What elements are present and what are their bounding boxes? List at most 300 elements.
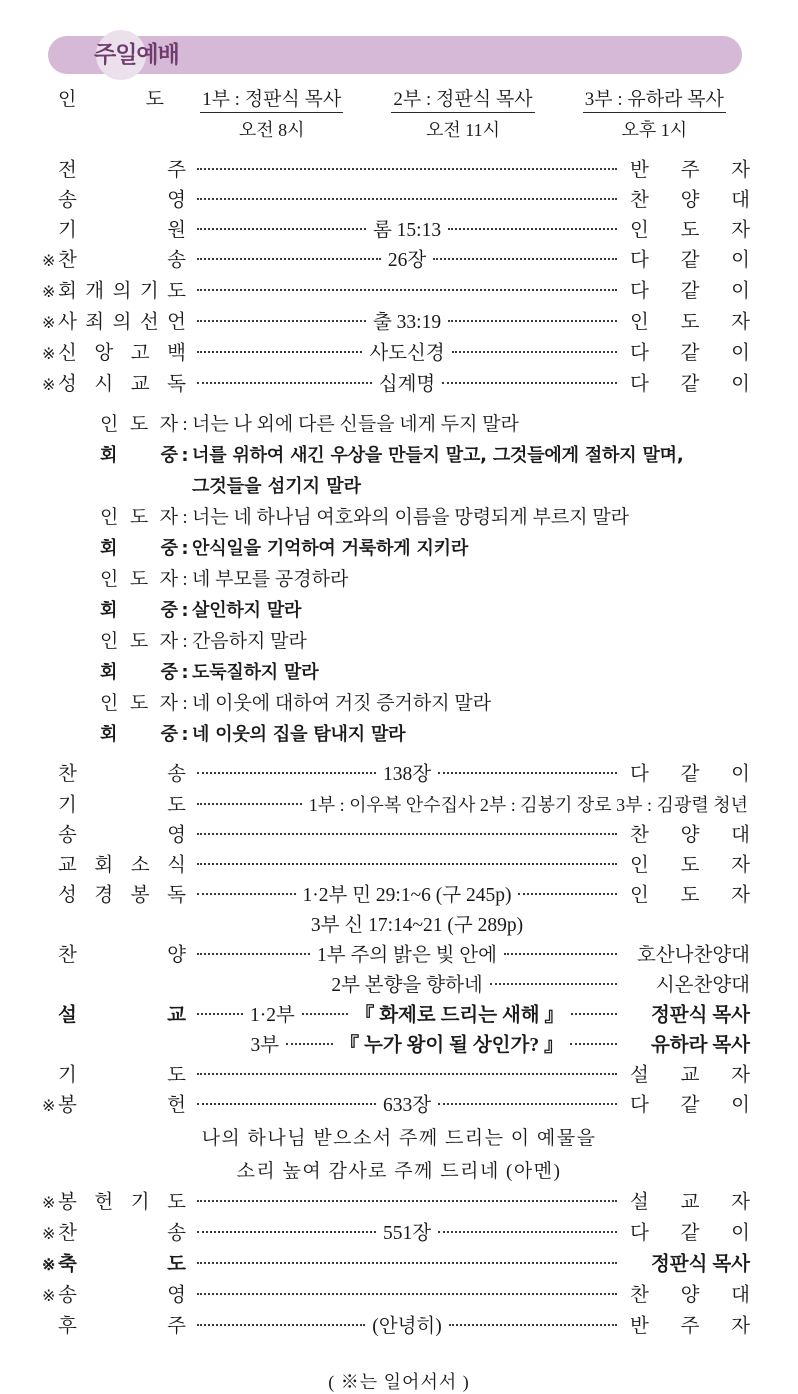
dot-leader (197, 289, 617, 291)
order-label-ch1: 기 (58, 1065, 77, 1086)
order-row-label (58, 1061, 192, 1091)
order-row-assignee (622, 186, 750, 216)
responsive-text: 네 이웃에 대하여 거짓 증거하지 말라 (192, 693, 492, 714)
assignee-ch3: 자 (731, 1065, 750, 1086)
order-row-dotfill (192, 1206, 622, 1208)
order-row-detail: 롬 15:13 (372, 220, 442, 241)
responsive-text: 너는 나 외에 다른 신들을 네게 두지 말라 (192, 414, 519, 435)
dot-leader (197, 198, 617, 200)
responsive-line-continuation: 그것들을 섬기지 말라 (192, 476, 362, 497)
order-row-label (58, 370, 192, 400)
order-label-ch2: 도 (167, 1065, 186, 1086)
order-row (0, 1312, 798, 1342)
order-row-assignee (622, 156, 750, 186)
order-row (0, 1188, 798, 1219)
order-row-label (58, 760, 192, 790)
order-label-ch1: 회 (58, 281, 77, 302)
dot-leader (197, 1103, 376, 1105)
assignee-ch2: 같 (680, 343, 700, 364)
order-label-ch1: 전 (58, 160, 77, 181)
responsive-colon: : (182, 693, 188, 714)
speaker-ch3: 자 (159, 414, 178, 435)
order-row-assignee (622, 1281, 750, 1311)
order-label-ch1: 후 (58, 1316, 77, 1337)
dot-leader (518, 893, 617, 895)
order-label-ch2: 영 (167, 1285, 186, 1306)
praise-title-1: 1부 주의 밝은 빛 안에 (317, 945, 497, 966)
service-columns (176, 84, 750, 142)
assignee-ch2: 교 (680, 1192, 700, 1213)
order-row (0, 1061, 798, 1091)
responsive-line-congregation (100, 719, 750, 750)
order-row-label (58, 308, 192, 338)
service-column-2 (367, 84, 558, 142)
assignee-ch1: 찬 (630, 1285, 649, 1306)
assignee-ch3: 이 (731, 250, 750, 271)
scripture-label (58, 881, 192, 911)
dot-leader (197, 382, 372, 384)
order-row-dotfill (192, 1079, 622, 1081)
speaker-ch2: 중 (160, 600, 178, 621)
dot-leader (197, 228, 366, 230)
order-label-ch1: 봉 (58, 1095, 77, 1116)
scripture-label-ch2: 경 (94, 885, 114, 906)
order-row-dotfill (192, 1219, 622, 1249)
order-row-label (58, 851, 192, 881)
order-row (0, 246, 798, 277)
standing-marker-icon: ※ (42, 284, 56, 301)
sermon-part-1: 1·2부 (249, 1005, 295, 1026)
order-section-closing (0, 1188, 798, 1342)
dot-leader (490, 983, 617, 985)
order-row-dotfill (192, 216, 622, 246)
standing-marker-icon: ※ (42, 253, 56, 270)
responsive-line-congregation (100, 440, 750, 471)
sermon-label (58, 1001, 192, 1031)
order-label-ch2: 영 (167, 190, 186, 211)
order-label-ch1: 성 (58, 374, 77, 395)
order-row-dotfill (192, 1268, 622, 1270)
order-row (0, 216, 798, 246)
dot-leader (438, 1103, 617, 1105)
scripture-reading-row-2 (0, 911, 798, 941)
dot-leader (197, 1293, 617, 1295)
dot-leader (197, 772, 376, 774)
scripture-reference-2: 3부 신 17:14~21 (구 289p) (310, 915, 524, 936)
order-row (0, 851, 798, 881)
responsive-text: 도둑질하지 말라 (192, 662, 319, 683)
order-section-offering (0, 1061, 798, 1122)
order-row (0, 277, 798, 308)
responsive-colon: : (181, 724, 189, 745)
order-row-assignee (622, 246, 750, 276)
sermon-preacher-1: 정판식 목사 (650, 1005, 750, 1026)
dot-leader (197, 1231, 376, 1233)
page-header-banner (48, 36, 742, 74)
order-row-detail: 사도신경 (369, 343, 445, 364)
sermon-title-1: 『 화제로 드리는 새해 』 (354, 1005, 565, 1026)
speaker-ch2: 도 (129, 693, 149, 714)
order-row-label (58, 186, 192, 216)
responsive-line-leader (100, 409, 750, 440)
assignee-ch1: 다 (630, 343, 649, 364)
assignee-ch2: 도 (680, 312, 700, 333)
order-label-ch1: 찬 (58, 1223, 77, 1244)
responsive-colon: : (181, 445, 189, 466)
sermon-title-2: 『 누가 왕이 될 상인가? 』 (339, 1035, 564, 1056)
page-title: 주일예배 (94, 42, 179, 68)
order-label-ch3: 고 (130, 343, 150, 364)
order-label-ch1: 봉 (58, 1192, 77, 1213)
speaker-ch1: 회 (100, 538, 118, 559)
order-row-detail: 1부 : 이우복 안수집사 2부 : 김봉기 장로 3부 : 김광렬 청년 (308, 795, 748, 815)
assignee-ch2: 같 (680, 1095, 700, 1116)
assignee-ch3: 자 (731, 160, 750, 181)
order-section-opening (0, 156, 798, 401)
assignee-ch3: 자 (731, 885, 750, 906)
order-row-label (58, 1281, 192, 1311)
responsive-text: 네 부모를 공경하라 (192, 569, 349, 590)
scripture-reference-1: 1·2부 민 29:1~6 (구 245p) (302, 885, 512, 906)
dot-leader (448, 228, 617, 230)
order-row-label (58, 156, 192, 186)
service-3-leader: 3부 : 유하라 목사 (583, 84, 726, 113)
standing-marker-icon: ※ (42, 1098, 56, 1115)
order-row-assignee (622, 370, 750, 400)
assignee-ch1: 다 (630, 764, 649, 785)
responsive-speaker-label (100, 440, 178, 471)
order-row-label (58, 1091, 192, 1121)
praise-label-ch1: 찬 (58, 945, 77, 966)
order-row-label (58, 216, 192, 246)
speaker-ch2: 도 (129, 569, 149, 590)
order-section-middle (0, 760, 798, 881)
order-row (0, 339, 798, 370)
sermon-preacher-2: 유하라 목사 (650, 1035, 750, 1056)
assignee-ch2: 도 (680, 885, 700, 906)
assignee-ch3: 대 (731, 190, 750, 211)
order-row-dotfill (192, 1312, 622, 1342)
responsive-speaker-label (100, 533, 178, 564)
order-label-ch4: 식 (167, 855, 186, 876)
scripture-label-ch3: 봉 (130, 885, 150, 906)
speaker-ch2: 중 (160, 662, 178, 683)
responsive-text: 너를 위하여 새긴 우상을 만들지 말고, 그것들에게 절하지 말며, (192, 445, 684, 466)
dot-leader (197, 1013, 243, 1015)
assignee-ch1: 인 (630, 855, 649, 876)
speaker-ch2: 중 (160, 445, 178, 466)
speaker-ch1: 인 (100, 414, 119, 435)
dot-leader (197, 833, 617, 835)
worship-order-sheet (0, 84, 798, 1394)
responsive-colon: : (181, 600, 189, 621)
sermon-label-ch2: 교 (167, 1005, 186, 1026)
order-row-dotfill (192, 308, 622, 338)
offering-verse-line-2: 소리 높여 감사로 주께 드리네 (아멘) (236, 1161, 562, 1182)
order-row-assignee (622, 851, 750, 881)
assignee-ch3: 이 (731, 374, 750, 395)
order-row (0, 821, 798, 851)
order-row-dotfill (192, 295, 622, 297)
dot-leader (197, 1200, 617, 1202)
order-row-assignee (622, 760, 750, 790)
speaker-ch2: 도 (129, 631, 149, 652)
order-row (0, 1091, 798, 1122)
order-row-assignee (622, 1188, 750, 1218)
order-row-assignee (622, 277, 750, 307)
assignee-ch1: 인 (630, 312, 649, 333)
order-label-ch1: 기 (58, 795, 77, 816)
dot-leader (571, 1013, 617, 1015)
service-leader-row (0, 84, 798, 142)
responsive-text: 네 이웃의 집을 탐내지 말라 (192, 724, 406, 745)
responsive-text: 살인하지 말라 (192, 600, 302, 621)
order-label-ch2: 영 (167, 825, 186, 846)
dot-leader (197, 351, 362, 353)
order-row-label (58, 821, 192, 851)
praise-dotfill-2 (192, 971, 622, 1001)
dot-leader (197, 168, 617, 170)
praise-dotfill (192, 941, 622, 971)
assignee-ch3: 이 (731, 1223, 750, 1244)
order-label-ch2: 죄 (85, 312, 105, 333)
responsive-line-leader (100, 502, 750, 533)
sermon-row (0, 1001, 798, 1031)
sermon-part-2: 3부 (250, 1035, 280, 1056)
assignee-ch2: 주 (680, 160, 700, 181)
order-row-assignee: 정판식 목사 (650, 1254, 750, 1275)
standing-marker-icon: ※ (42, 1226, 56, 1243)
assignee-ch1: 찬 (630, 190, 649, 211)
speaker-ch1: 인 (100, 631, 119, 652)
dot-leader (452, 351, 617, 353)
order-label-ch2: 송 (167, 250, 186, 271)
order-row (0, 1250, 798, 1281)
speaker-ch1: 회 (100, 724, 118, 745)
dot-leader (438, 1231, 617, 1233)
order-row-label (58, 277, 192, 307)
order-label-ch3: 의 (112, 312, 132, 333)
order-row-detail: 출 33:19 (372, 312, 442, 333)
assignee-ch1: 설 (630, 1192, 649, 1213)
dot-leader (438, 772, 617, 774)
order-label-ch1: 축 (58, 1254, 77, 1275)
order-label-ch2: 주 (167, 1316, 186, 1337)
scripture-dotfill (192, 881, 622, 911)
scripture-assignee (622, 881, 750, 911)
responsive-speaker-label (100, 502, 178, 533)
standing-marker-icon: ※ (42, 1257, 56, 1274)
service-leader-label (58, 84, 176, 111)
service-3-time: 오후 1시 (621, 120, 688, 140)
order-label-ch2: 도 (167, 1254, 186, 1275)
responsive-speaker-label (100, 626, 178, 657)
order-label-ch2: 원 (167, 220, 186, 241)
order-row (0, 308, 798, 339)
order-label-ch2: 도 (167, 795, 186, 816)
assignee-ch3: 이 (731, 343, 750, 364)
order-label-ch3: 기 (130, 1192, 150, 1213)
standing-marker-icon: ※ (42, 377, 56, 394)
dot-leader (197, 258, 381, 260)
assignee-ch1: 반 (630, 160, 649, 181)
sermon-dotfill (192, 1001, 622, 1031)
order-row-assignee (622, 1219, 750, 1249)
order-label-ch1: 교 (58, 855, 77, 876)
standing-marker-icon: ※ (42, 346, 56, 363)
speaker-ch1: 회 (100, 445, 118, 466)
order-row-assignee (622, 821, 750, 851)
order-row-dotfill (192, 174, 622, 176)
responsive-line-leader (100, 626, 750, 657)
order-label-ch2: 송 (167, 764, 186, 785)
order-row-assignee (622, 1061, 750, 1091)
order-row (0, 1281, 798, 1312)
order-row (0, 156, 798, 186)
dot-leader (197, 1262, 617, 1264)
order-label-ch2: 시 (94, 374, 114, 395)
responsive-speaker-label (100, 719, 178, 750)
responsive-colon: : (182, 631, 188, 652)
responsive-speaker-label (100, 564, 178, 595)
assignee-ch2: 같 (680, 1223, 700, 1244)
assignee-ch1: 인 (630, 885, 649, 906)
order-row-label (58, 246, 192, 276)
responsive-speaker-label (100, 657, 178, 688)
praise-title-2: 2부 본향을 향하네 (331, 975, 483, 996)
scripture-label-ch1: 성 (58, 885, 77, 906)
dot-leader (433, 258, 617, 260)
assignee-ch3: 자 (731, 1316, 750, 1337)
scripture-reading-row (0, 881, 798, 911)
order-label-ch2: 개 (85, 281, 105, 302)
dot-leader (442, 382, 617, 384)
speaker-ch2: 중 (160, 538, 178, 559)
choir-praise-row (0, 941, 798, 971)
order-row-detail: 26장 (387, 250, 427, 271)
dot-leader (197, 863, 617, 865)
speaker-ch3: 자 (159, 631, 178, 652)
order-row-assignee (622, 308, 750, 338)
order-row-dotfill (192, 790, 750, 820)
assignee-ch3: 이 (731, 1095, 750, 1116)
dot-leader (302, 1013, 348, 1015)
assignee-ch1: 다 (630, 374, 649, 395)
sermon-label-ch1: 설 (58, 1005, 77, 1026)
order-label-ch2: 송 (167, 1223, 186, 1244)
assignee-ch1: 인 (630, 220, 649, 241)
responsive-speaker-label (100, 688, 178, 719)
offering-hymn-verse (0, 1122, 798, 1188)
dot-leader (197, 320, 366, 322)
order-row-dotfill (192, 204, 622, 206)
order-label-ch2: 헌 (167, 1095, 186, 1116)
order-row-label (58, 1312, 192, 1342)
choir-praise-row-2 (0, 971, 798, 1001)
speaker-ch3: 자 (159, 507, 178, 528)
service-column-3 (559, 84, 750, 142)
responsive-line-congregation (100, 657, 750, 688)
standing-marker-icon: ※ (42, 1288, 56, 1305)
responsive-line-leader (100, 688, 750, 719)
order-label-ch1: 찬 (58, 250, 77, 271)
order-row (0, 790, 798, 821)
order-row (0, 760, 798, 790)
order-label-ch3: 교 (130, 374, 150, 395)
order-row (0, 186, 798, 216)
assignee-ch1: 설 (630, 1065, 649, 1086)
order-row-detail: (안녕히) (372, 1316, 442, 1337)
dot-leader (197, 803, 302, 805)
assignee-ch2: 양 (680, 190, 700, 211)
service-leader-label-left: 인 (58, 89, 77, 110)
assignee-ch3: 이 (731, 764, 750, 785)
assignee-ch3: 이 (731, 281, 750, 302)
speaker-ch2: 도 (129, 414, 149, 435)
order-label-ch4: 백 (167, 343, 186, 364)
responsive-text: 너는 네 하나님 여호와의 이름을 망령되게 부르지 말라 (192, 507, 630, 528)
order-row (0, 370, 798, 401)
order-row-detail: 633장 (382, 1095, 432, 1116)
order-row-label (58, 339, 192, 369)
assignee-ch2: 양 (680, 1285, 700, 1306)
order-row-assignee (622, 339, 750, 369)
order-label-ch2: 주 (167, 160, 186, 181)
dot-leader (286, 1043, 333, 1045)
speaker-ch3: 자 (159, 693, 178, 714)
dot-leader (449, 1324, 617, 1326)
scripture-label-ch4: 독 (167, 885, 186, 906)
order-label-ch3: 소 (130, 855, 150, 876)
order-row-dotfill (192, 760, 622, 790)
assignee-ch1: 다 (630, 250, 649, 271)
sermon-dotfill-2 (192, 1031, 622, 1061)
assignee-ch2: 같 (680, 281, 700, 302)
order-label-ch1: 송 (58, 1285, 77, 1306)
responsive-speaker-label (100, 595, 178, 626)
dot-leader (504, 953, 617, 955)
assignee-ch3: 자 (731, 312, 750, 333)
order-row-dotfill (192, 869, 622, 871)
order-row-assignee (622, 1312, 750, 1342)
order-label-ch5: 도 (167, 281, 186, 302)
order-label-ch4: 도 (167, 1192, 186, 1213)
order-row-label (58, 1250, 192, 1280)
dot-leader (448, 320, 617, 322)
order-label-ch4: 독 (167, 374, 186, 395)
assignee-ch3: 자 (731, 855, 750, 876)
order-label-ch1: 사 (58, 312, 77, 333)
order-label-ch2: 앙 (94, 343, 114, 364)
dot-leader (197, 893, 296, 895)
order-label-ch4: 선 (139, 312, 159, 333)
standing-footnote: ( ※는 일어서서 ) (328, 1372, 470, 1392)
responsive-line-leader (100, 564, 750, 595)
speaker-ch1: 인 (100, 507, 119, 528)
order-row-dotfill (192, 1091, 622, 1121)
order-row-dotfill (192, 246, 622, 276)
responsive-colon: : (182, 569, 188, 590)
service-1-leader: 1부 : 정판식 목사 (200, 84, 343, 113)
order-label-ch1: 송 (58, 190, 77, 211)
order-label-ch5: 언 (167, 312, 186, 333)
standing-marker-icon: ※ (42, 315, 56, 332)
order-row-detail: 551장 (382, 1223, 432, 1244)
dot-leader (570, 1043, 617, 1045)
offering-verse-line-1: 나의 하나님 받으소서 주께 드리는 이 예물을 (201, 1128, 597, 1149)
assignee-ch1: 다 (630, 1223, 649, 1244)
standing-marker-icon: ※ (42, 1195, 56, 1212)
